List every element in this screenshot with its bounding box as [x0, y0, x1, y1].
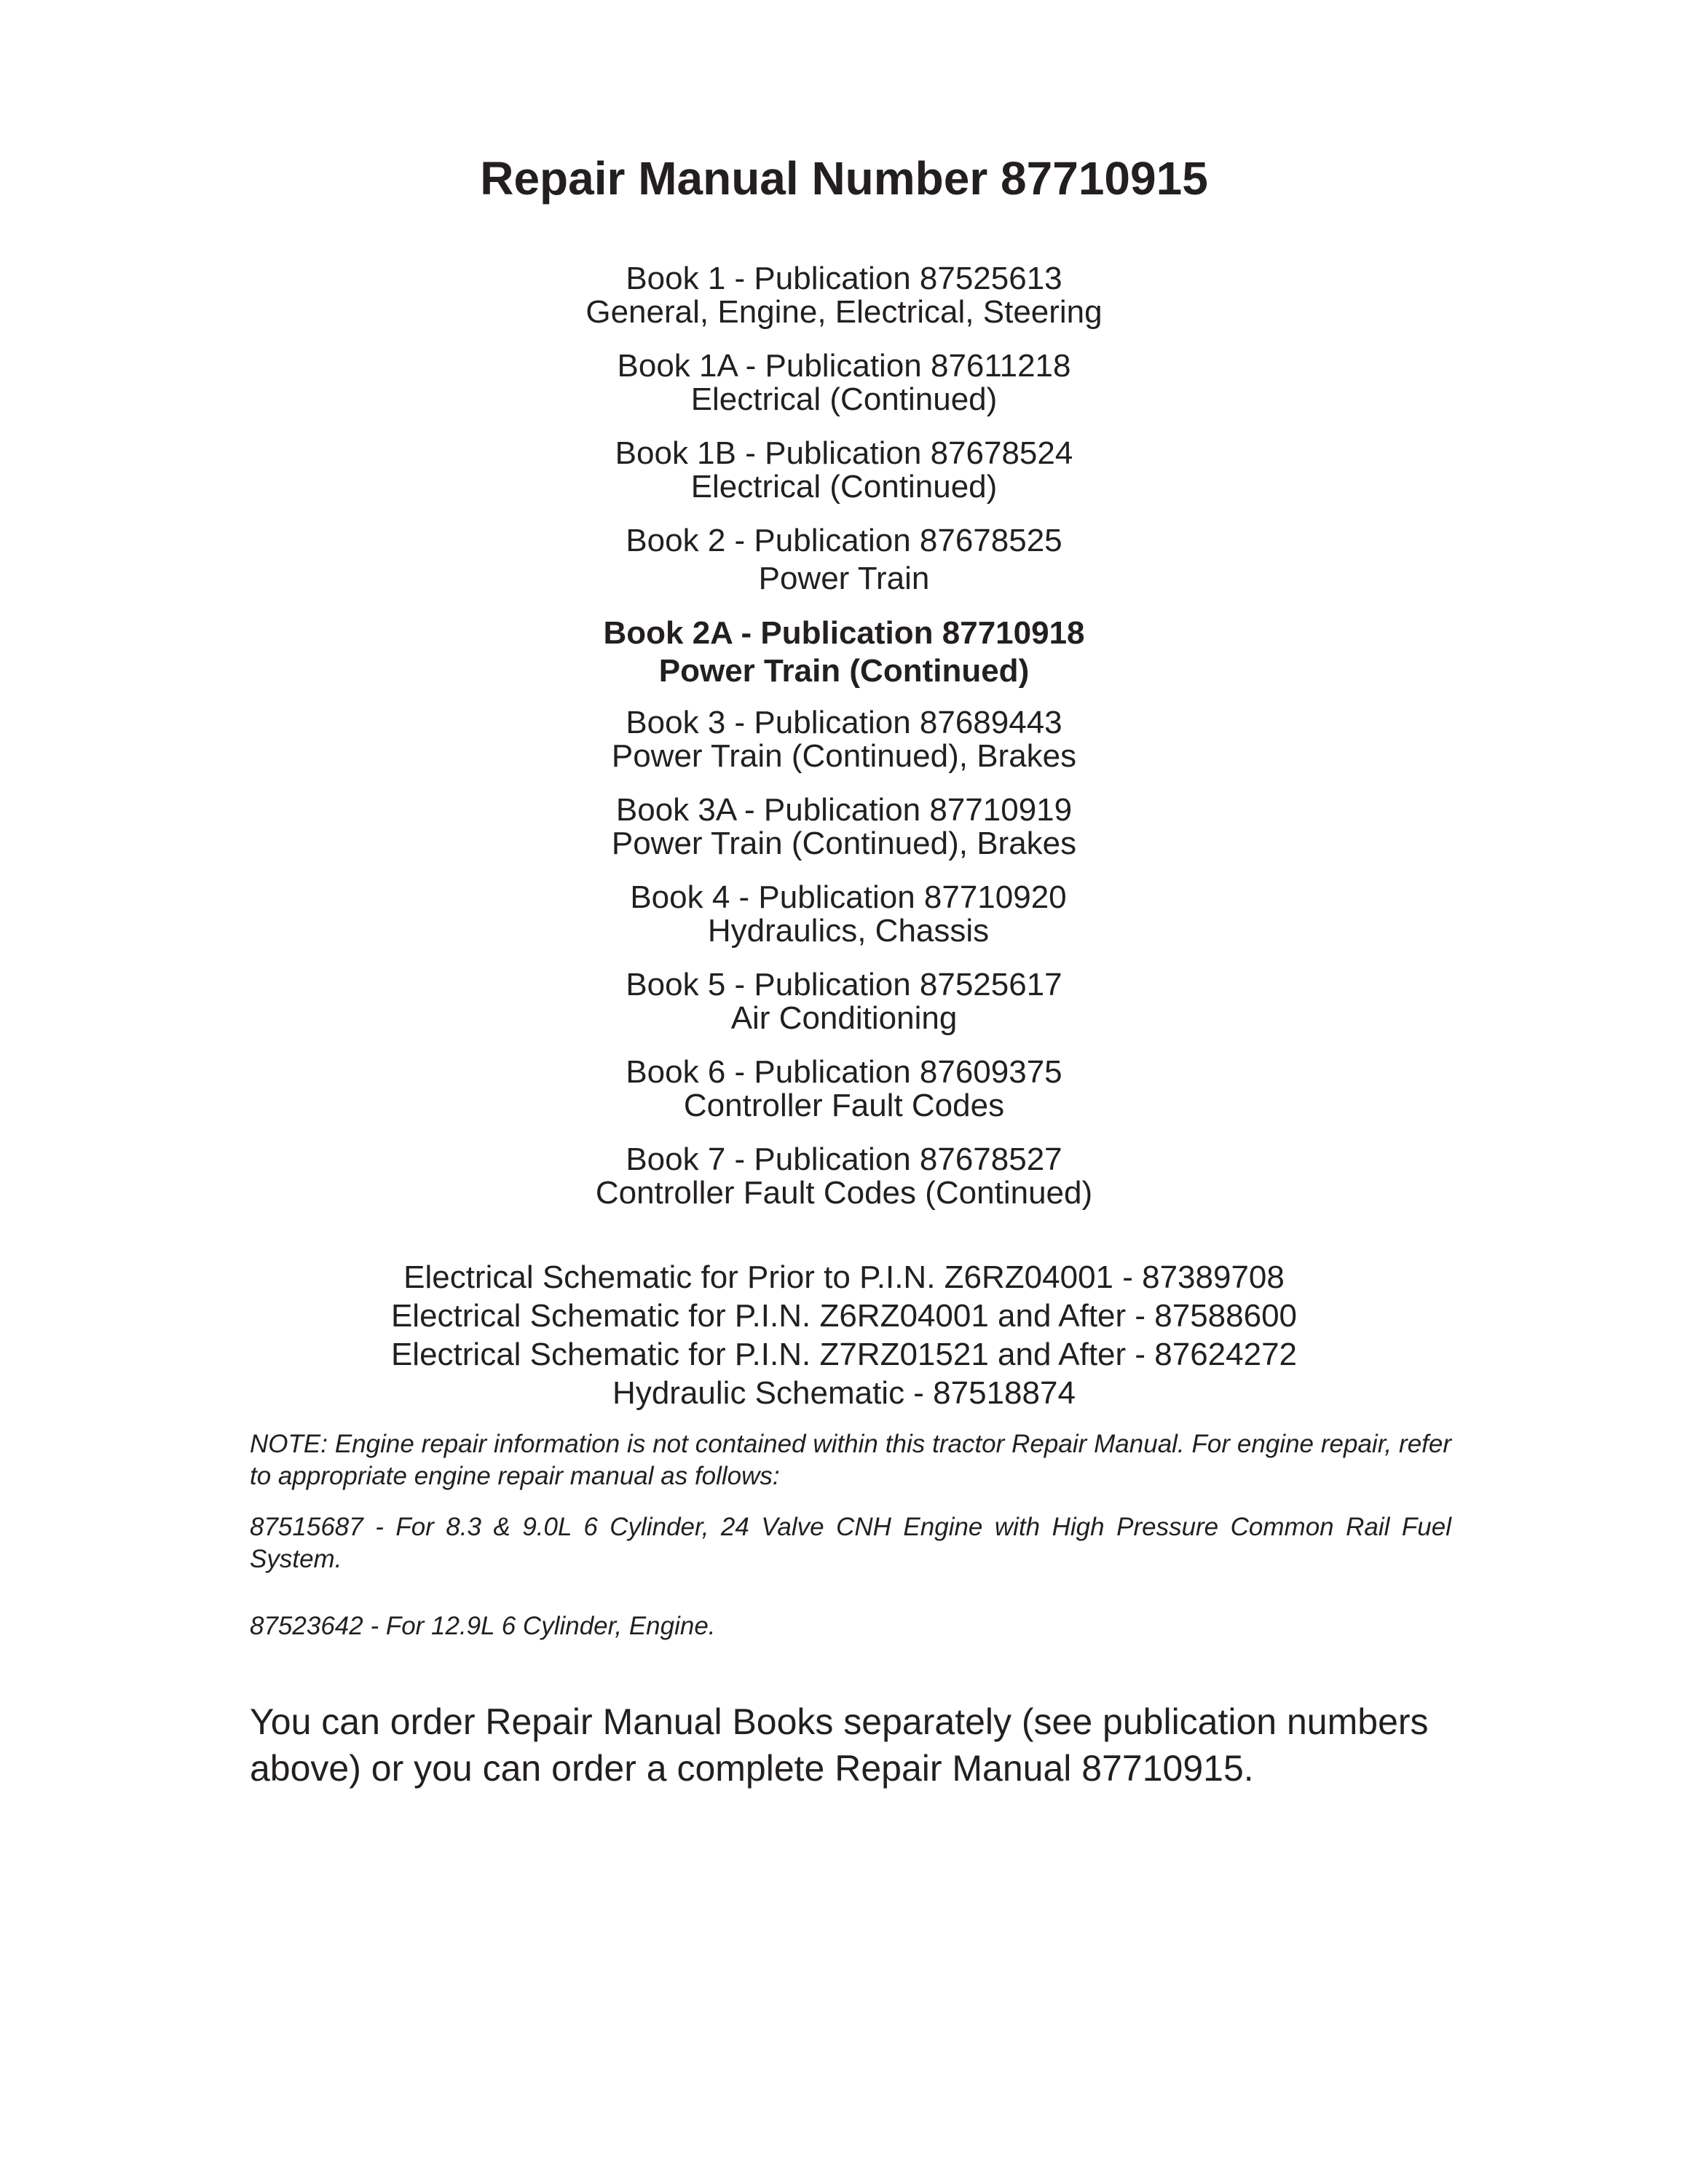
book-heading: Book 6 - Publication 87609375 [626, 1054, 1062, 1090]
book-entry-1 [0, 262, 1688, 329]
book-entry-7 [0, 1143, 1688, 1210]
book-subtitle: Electrical (Continued) [690, 469, 998, 505]
book-heading: Book 3 - Publication 87689443 [626, 705, 1062, 740]
book-entry-5 [0, 968, 1688, 1035]
book-subtitle: Hydraulics, Chassis [707, 913, 990, 949]
book-subtitle: Power Train (Continued) [658, 653, 1030, 689]
book-heading: Book 5 - Publication 87525617 [626, 967, 1062, 1002]
page-title: Repair Manual Number 87710915 [480, 152, 1208, 205]
book-heading: Book 1B - Publication 87678524 [615, 435, 1073, 471]
book-heading: Book 1 - Publication 87525613 [626, 261, 1062, 296]
book-heading: Book 3A - Publication 87710919 [615, 792, 1073, 828]
book-entry-4 [4, 881, 1688, 948]
book-entry-1b [0, 437, 1688, 504]
ordering-info: You can order Repair Manual Books separately (see publication numbers above) or you can order a complete Repair Manual 87710915. [250, 1701, 1429, 1789]
book-subtitle: Power Train (Continued), Brakes [611, 826, 1077, 861]
book-heading: Book 2A - Publication 87710918 [603, 615, 1085, 651]
book-subtitle: Power Train (Continued), Brakes [611, 738, 1077, 774]
book-entry-6 [0, 1056, 1688, 1123]
book-subtitle: General, Engine, Electrical, Steering [585, 294, 1103, 330]
book-entry-1a [0, 349, 1688, 416]
book-heading: Book 4 - Publication 87710920 [630, 879, 1067, 915]
engine-manual-reference: 87515687 - For 8.3 & 9.0L 6 Cylinder, 24 Valve CNH Engine with High Pressure Common Rail Fuel System. [250, 1513, 1451, 1573]
book-entry-2 [0, 522, 1688, 598]
schematics-list [0, 1258, 1688, 1412]
engine-manual-reference: 87523642 - For 12.9L 6 Cylinder, Engine. [250, 1612, 716, 1640]
schematic-line: Electrical Schematic for Prior to P.I.N. Z6RZ04001 - 87389708 [403, 1259, 1285, 1295]
engine-note: NOTE: Engine repair information is not contained within this tractor Repair Manual. For engine repair, refer to appropriate engine repair manual as follows: [250, 1430, 1451, 1490]
book-subtitle: Controller Fault Codes [683, 1088, 1005, 1123]
book-entry-3 [0, 706, 1688, 773]
schematic-line: Electrical Schematic for P.I.N. Z6RZ04001 and After - 87588600 [390, 1298, 1298, 1334]
book-subtitle: Power Train [758, 561, 930, 596]
book-heading: Book 2 - Publication 87678525 [626, 523, 1062, 558]
schematic-line: Hydraulic Schematic - 87518874 [612, 1375, 1076, 1411]
book-subtitle: Air Conditioning [730, 1000, 958, 1036]
book-subtitle: Controller Fault Codes (Continued) [595, 1175, 1093, 1211]
book-subtitle: Electrical (Continued) [690, 381, 998, 417]
book-heading: Book 1A - Publication 87611218 [617, 348, 1071, 384]
book-entry-3a [0, 794, 1688, 860]
book-heading: Book 7 - Publication 87678527 [626, 1142, 1062, 1177]
book-entry-2a [0, 614, 1688, 690]
schematic-line: Electrical Schematic for P.I.N. Z7RZ01521 and After - 87624272 [390, 1337, 1298, 1372]
